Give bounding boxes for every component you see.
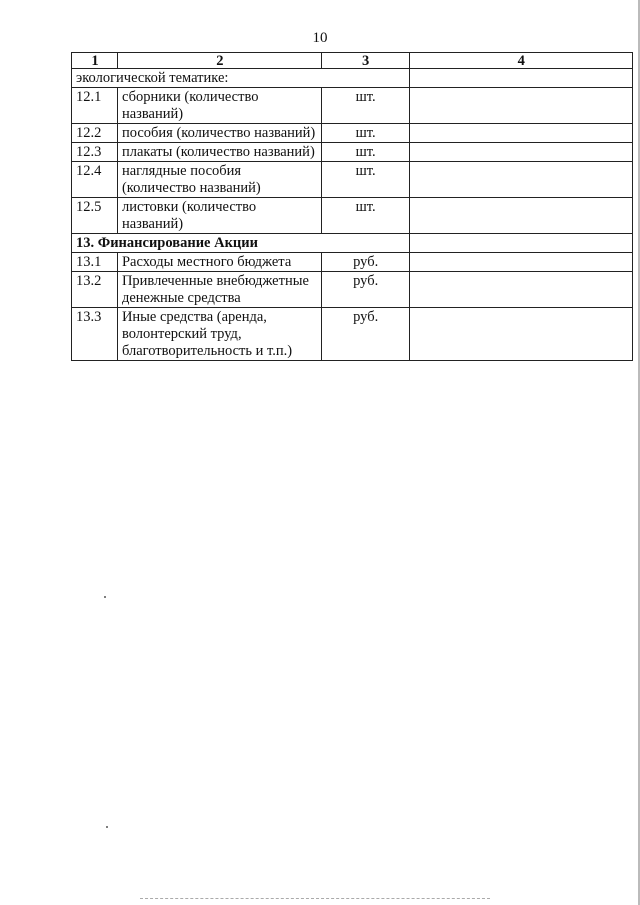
header-cell: 1 bbox=[72, 53, 118, 69]
scan-speck bbox=[104, 596, 106, 598]
row-unit: шт. bbox=[321, 162, 409, 198]
row-name: наглядные пособия (количество названий) bbox=[117, 162, 321, 198]
row-name: сборники (количество названий) bbox=[117, 88, 321, 124]
row-value bbox=[409, 124, 632, 143]
row-value bbox=[409, 198, 632, 234]
section-row bbox=[72, 234, 633, 253]
row-name: Иные средства (аренда, волонтерский труд, благотворительность и т.п.) bbox=[117, 308, 321, 361]
row-number: 12.2 bbox=[72, 124, 118, 143]
header-cell: 4 bbox=[409, 53, 632, 69]
row-value bbox=[409, 162, 632, 198]
row-value bbox=[409, 253, 632, 272]
header-cell: 2 bbox=[117, 53, 321, 69]
continuation-text: экологической тематике: bbox=[72, 69, 410, 88]
row-number: 13.2 bbox=[72, 272, 118, 308]
row-unit: шт. bbox=[321, 143, 409, 162]
row-name: Привлеченные внебюджетные денежные средства bbox=[117, 272, 321, 308]
section-title: 13. Финансирование Акции bbox=[72, 234, 410, 253]
table-row bbox=[72, 272, 633, 308]
row-name: плакаты (количество названий) bbox=[117, 143, 321, 162]
header-row bbox=[72, 53, 633, 69]
row-number: 12.4 bbox=[72, 162, 118, 198]
row-number: 13.1 bbox=[72, 253, 118, 272]
row-unit: руб. bbox=[321, 272, 409, 308]
scan-edge-bottom bbox=[140, 897, 490, 899]
row-value bbox=[409, 272, 632, 308]
table-row bbox=[72, 253, 633, 272]
row-name: Расходы местного бюджета bbox=[117, 253, 321, 272]
row-number: 12.1 bbox=[72, 88, 118, 124]
report-table bbox=[71, 52, 633, 361]
row-value bbox=[409, 308, 632, 361]
row-number: 12.5 bbox=[72, 198, 118, 234]
value-cell bbox=[409, 234, 632, 253]
table-row bbox=[72, 308, 633, 361]
row-unit: шт. bbox=[321, 124, 409, 143]
continuation-row bbox=[72, 69, 633, 88]
table-row bbox=[72, 124, 633, 143]
row-value bbox=[409, 88, 632, 124]
row-number: 12.3 bbox=[72, 143, 118, 162]
row-number: 13.3 bbox=[72, 308, 118, 361]
row-name: пособия (количество названий) bbox=[117, 124, 321, 143]
value-cell bbox=[409, 69, 632, 88]
row-value bbox=[409, 143, 632, 162]
row-unit: шт. bbox=[321, 88, 409, 124]
page-number: 10 bbox=[312, 30, 328, 46]
table-row bbox=[72, 88, 633, 124]
table-row bbox=[72, 198, 633, 234]
row-unit: руб. bbox=[321, 308, 409, 361]
row-unit: руб. bbox=[321, 253, 409, 272]
row-unit: шт. bbox=[321, 198, 409, 234]
header-cell: 3 bbox=[321, 53, 409, 69]
row-name: листовки (количество названий) bbox=[117, 198, 321, 234]
table-row bbox=[72, 162, 633, 198]
table-row bbox=[72, 143, 633, 162]
scan-speck bbox=[106, 826, 108, 828]
